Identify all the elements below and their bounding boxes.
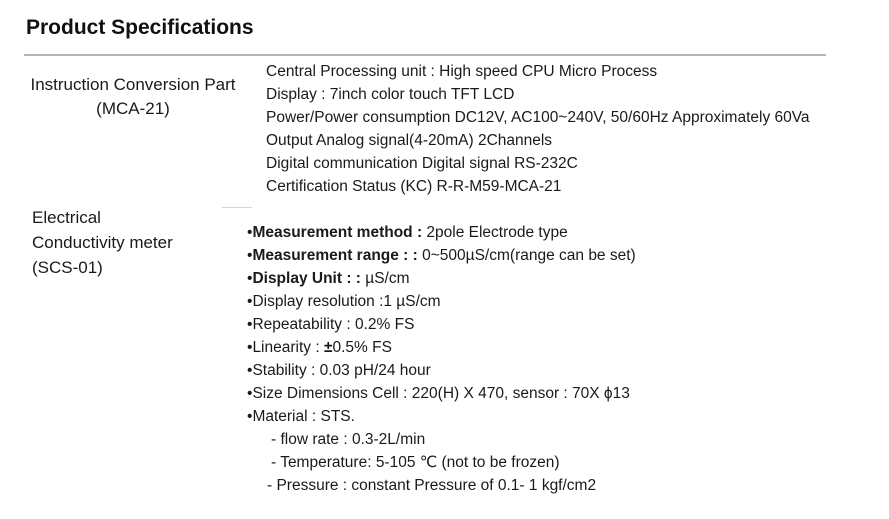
spec-material [247, 405, 636, 428]
spec-text: Size Dimensions Cell : 220(H) X 470, sensor : 70X ϕ13 [252, 385, 630, 402]
section-conductivity-meter-specs [247, 221, 636, 497]
bullet: • [247, 270, 253, 287]
spec-temperature: - Temperature: 5-105 ℃ (not to be frozen) [271, 454, 560, 471]
spec-key: Display Unit : : [252, 270, 361, 287]
bullet: • [247, 385, 253, 402]
bullet: • [247, 293, 253, 310]
bullet: • [247, 247, 253, 264]
spec-measurement-range [247, 244, 636, 267]
bullet: • [247, 316, 253, 333]
section-label-line: (SCS-01) [32, 258, 103, 277]
spec-text: 0.5% FS [332, 339, 392, 356]
spec-output-analog: Output Analog signal(4-20mA) 2Channels [266, 132, 553, 149]
spec-value: µS/cm [360, 270, 410, 287]
section-label-line: (MCA-21) [96, 99, 170, 118]
spec-stability [247, 359, 636, 382]
spec-text: Stability : 0.03 pH/24 hour [252, 362, 431, 379]
spec-measurement-method [247, 221, 636, 244]
section-label-line: Instruction Conversion Part [30, 75, 236, 94]
title-divider [24, 54, 826, 56]
spec-pressure: - Pressure : constant Pressure of 0.1- 1 kgf/cm2 [267, 477, 597, 494]
section-label-line: Conductivity meter [32, 233, 173, 252]
spec-flow-rate: - flow rate : 0.3-2L/min [271, 431, 426, 448]
spec-key: Measurement range : : [252, 247, 418, 264]
spec-size-dimensions [247, 382, 636, 405]
section-instruction-conversion-label [17, 73, 249, 121]
bullet: • [247, 224, 253, 241]
spec-repeatability [247, 313, 636, 336]
spec-display: Display : 7inch color touch TFT LCD [266, 86, 515, 103]
spec-display-resolution [247, 290, 636, 313]
spec-text: Repeatability : 0.2% FS [252, 316, 415, 333]
spec-value: 0~500µS/cm(range can be set) [417, 247, 636, 264]
bullet: • [247, 408, 253, 425]
spec-digital-communication: Digital communication Digital signal RS-232C [266, 155, 578, 172]
spec-certification: Certification Status (KC) R-R-M59-MCA-21 [266, 178, 562, 195]
section-conductivity-meter-label [32, 205, 173, 280]
spec-text: Display resolution :1 µS/cm [252, 293, 441, 310]
page-title: Product Specifications [26, 16, 254, 39]
section-divider [222, 207, 252, 208]
section-instruction-conversion-specs [266, 60, 810, 198]
spec-cpu: Central Processing unit : High speed CPU Micro Process [266, 63, 658, 80]
spec-linearity [247, 336, 636, 359]
plus-minus-symbol: ± [323, 339, 333, 356]
section-label-line: Electrical [32, 208, 101, 227]
spec-power: Power/Power consumption DC12V, AC100~240V, 50/60Hz Approximately 60Va [266, 109, 810, 126]
spec-text: Linearity : [252, 339, 324, 356]
spec-display-unit [247, 267, 636, 290]
bullet: • [247, 362, 253, 379]
bullet: • [247, 339, 253, 356]
spec-value: 2pole Electrode type [422, 224, 568, 241]
spec-key: Measurement method : [252, 224, 423, 241]
spec-text: Material : STS. [252, 408, 355, 425]
